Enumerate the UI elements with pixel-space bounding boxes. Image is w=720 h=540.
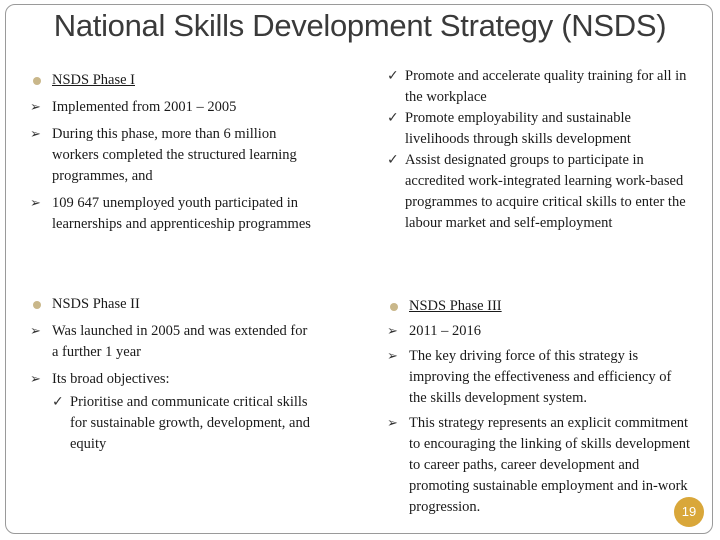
phase3-point: ➢ 2011 – 2016	[387, 321, 692, 342]
phase2-heading: NSDS Phase II	[30, 294, 315, 315]
phase1-goal: ✓ Promote employability and sustainable livelihoods through skills development	[387, 108, 692, 150]
phase1-point: ➢ Implemented from 2001 – 2005	[30, 97, 315, 118]
phase3-heading: NSDS Phase III	[387, 296, 692, 317]
phase1-point: ➢ During this phase, more than 6 million workers completed the structured learning programmes, and	[30, 124, 315, 187]
phase1-goal: ✓ Promote and accelerate quality training for all in the workplace	[387, 66, 692, 108]
page-number-badge: 19	[674, 497, 704, 527]
phase2-section	[30, 294, 315, 455]
phase1-goals-section	[387, 66, 692, 234]
phase2-point: ➢ Its broad objectives:	[30, 369, 315, 390]
phase2-objective: ✓ Prioritise and communicate critical skills for sustainable growth, development, and equity	[52, 392, 315, 455]
phase1-section	[30, 70, 315, 235]
phase3-point: ➢ The key driving force of this strategy is improving the effectiveness and efficiency of the skills development system.	[387, 346, 692, 409]
phase3-section	[387, 296, 692, 518]
phase2-point: ➢ Was launched in 2005 and was extended for a further 1 year	[30, 321, 315, 363]
phase1-goal: ✓ Assist designated groups to participate in accredited work-integrated learning work-based programmes to acquire critical skills to enter the labour market and self-employment	[387, 150, 692, 234]
phase3-point: ➢ This strategy represents an explicit commitment to encouraging the linking of skills development to career paths, career development and promoting sustainable employment and in-work progression.	[387, 413, 692, 518]
slide-title: National Skills Development Strategy (NSDS)	[53, 8, 667, 43]
phase1-heading: NSDS Phase I	[30, 70, 315, 91]
phase1-point: ➢ 109 647 unemployed youth participated in learnerships and apprenticeship programmes	[30, 193, 315, 235]
